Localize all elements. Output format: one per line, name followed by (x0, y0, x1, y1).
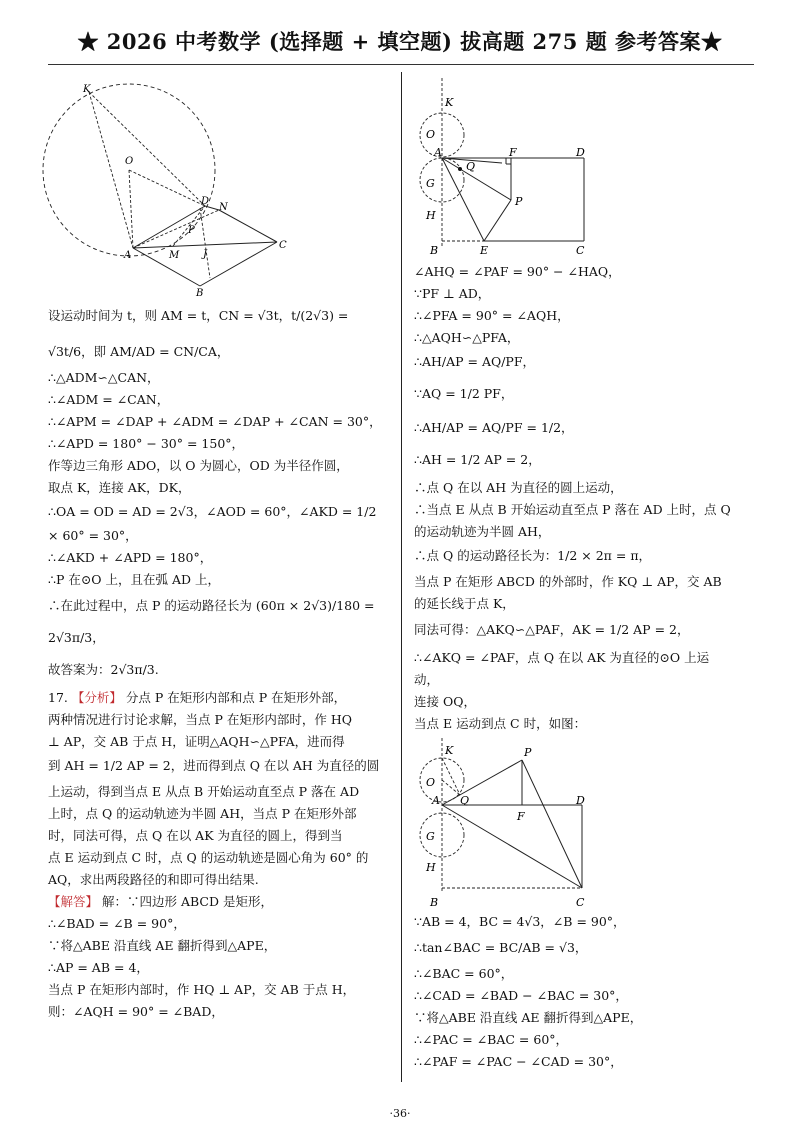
left-line-16: 分点 P 在矩形内部和点 P 在矩形外部， (125, 690, 347, 705)
left-line-10: × 60° = 30°， (48, 528, 138, 543)
fig2-label-c: C (576, 244, 585, 257)
solution-heading (48, 894, 273, 910)
header-divider (48, 64, 754, 65)
right-line-2: ∵PF ⊥ AD， (414, 286, 491, 301)
fig2-label-d: D (576, 146, 585, 159)
right-line-17: 动， (414, 672, 440, 687)
left-line-25: 解：∵四边形 ABCD 是矩形， (102, 894, 273, 909)
left-line-23: 点 E 运动到点 C 时，点 Q 的运动轨迹是圆心角为 60° 的 (48, 850, 369, 865)
left-line-21: 上时，点 Q 的运动轨迹为半圆 AH，当点 P 在矩形外部 (48, 806, 357, 821)
fig3-label-g: G (426, 830, 435, 843)
right-line-21: ∴tan∠BAC = BC/AB = √3， (414, 940, 588, 955)
fig2-label-a: A (434, 146, 442, 159)
right-line-4: ∴△AQH∽△PFA， (414, 330, 520, 345)
figure-rectangle-outside (410, 738, 600, 910)
left-line-4: ∴∠ADM = ∠CAN， (48, 392, 170, 407)
fig2-label-b: B (430, 244, 439, 257)
fig1-label-n: N (219, 202, 228, 213)
left-line-9: ∴OA = OD = AD = 2√3，∠AOD = 60°，∠AKD = 1/2 (48, 504, 377, 519)
right-line-19: 当点 E 运动到点 C 时，如图： (414, 716, 587, 731)
fig3-label-p: P (524, 746, 532, 759)
fig3-label-h: H (426, 861, 436, 874)
q17-solution-tag: 【解答】 (48, 894, 99, 909)
q17-number: 17. (48, 690, 68, 705)
left-line-26: ∴∠BAD = ∠B = 90°， (48, 916, 186, 931)
right-line-14: 的延长线于点 K， (414, 596, 515, 611)
right-line-18: 连接 OQ， (414, 694, 476, 709)
fig3-label-q: Q (460, 794, 470, 807)
left-line-7: 作等边三角形 ADO，以 O 为圆心，OD 为半径作圆， (48, 458, 349, 473)
left-line-1: 设运动时间为 t，则 AM = t，CN = √3t，t/(2√3) = (48, 308, 349, 323)
fig2-label-f: F (509, 146, 517, 159)
left-line-3: ∴△ADM∽△CAN， (48, 370, 160, 385)
right-line-9: ∴点 Q 在以 AH 为直径的圆上运动， (414, 480, 623, 495)
fig2-label-p: P (515, 195, 523, 208)
fig2-label-h: H (426, 209, 436, 222)
fig1-label-k: K (83, 84, 91, 95)
fig1-label-o: O (125, 156, 134, 167)
fig1-label-m: M (169, 250, 180, 261)
right-line-10: ∴当点 E 从点 B 开始运动直至点 P 落在 AD 上时，点 Q (414, 502, 731, 517)
left-line-22: 时，同法可得，点 Q 在以 AK 为直径的圆上，得到当 (48, 828, 343, 843)
left-line-15: 故答案为：2√3π/3. (48, 662, 159, 677)
left-line-27: ∵将△ABE 沿直线 AE 翻折得到△APE， (48, 938, 277, 953)
left-line-2: √3t/6，即 AM/AD = CN/CA， (48, 344, 230, 359)
right-line-3: ∴∠PFA = 90° = ∠AQH， (414, 308, 570, 323)
right-line-11: 的运动轨迹为半圆 AH， (414, 524, 551, 539)
right-line-12: ∴点 Q 的运动路径长为：1/2 × 2π = π， (414, 548, 652, 563)
left-line-12: ∴P 在⊙O 上，且在弧 AD 上， (48, 572, 221, 587)
fig2-label-o: O (426, 128, 436, 141)
fig3-label-k: K (445, 744, 454, 757)
figure-rectangle-inside (410, 78, 600, 260)
fig3-label-a: A (432, 794, 440, 807)
right-line-7: ∴AH/AP = AQ/PF = 1/2， (414, 420, 574, 435)
q17-heading (48, 690, 346, 706)
left-line-8: 取点 K，连接 AK，DK， (48, 480, 191, 495)
right-line-6: ∵AQ = 1/2 PF， (414, 386, 514, 401)
left-line-5: ∴∠APM = ∠DAP + ∠ADM = ∠DAP + ∠CAN = 30°， (48, 414, 382, 429)
left-line-17: 两种情况进行讨论求解，当点 P 在矩形内部时，作 HQ (48, 712, 352, 727)
left-line-30: 则：∠AQH = 90° = ∠BAD， (48, 1004, 224, 1019)
figure-circle-diagram (45, 78, 285, 298)
left-line-24: AQ，求出两段路径的和即可得出结果. (48, 872, 259, 887)
q17-analysis-tag: 【分析】 (71, 690, 122, 705)
page-header-title: ★ 2026 中考数学 (选择题 + 填空题) 拔高题 275 题 参考答案★ (77, 29, 723, 54)
left-line-13: ∴在此过程中，点 P 的运动路径长为 (60π × 2√3)/180 = (48, 598, 375, 613)
fig1-label-a: A (124, 250, 132, 261)
right-line-26: ∴∠PAF = ∠PAC − ∠CAD = 30°， (414, 1054, 623, 1069)
right-line-20: ∵AB = 4，BC = 4√3，∠B = 90°， (414, 914, 626, 929)
right-line-25: ∴∠PAC = ∠BAC = 60°， (414, 1032, 569, 1047)
right-line-13: 当点 P 在矩形 ABCD 的外部时，作 KQ ⊥ AP，交 AB (414, 574, 722, 589)
left-line-14: 2√3π/3， (48, 630, 105, 645)
fig3-label-b: B (430, 896, 439, 909)
left-line-29: 当点 P 在矩形内部时，作 HQ ⊥ AP，交 AB 于点 H， (48, 982, 356, 997)
fig1-label-j: J (203, 249, 208, 260)
right-line-22: ∴∠BAC = 60°， (414, 966, 514, 981)
right-line-24: ∵将△ABE 沿直线 AE 翻折得到△APE， (414, 1010, 643, 1025)
fig2-label-g: G (426, 177, 435, 190)
right-line-16: ∴∠AKQ = ∠PAF，点 Q 在以 AK 为直径的⊙O 上运 (414, 650, 710, 665)
fig2-label-q: Q (466, 160, 476, 173)
left-line-18: ⊥ AP，交 AB 于点 H，证明△AQH∽△PFA，进而得 (48, 734, 345, 749)
left-line-20: 上运动，得到当点 E 从点 B 开始运动直至点 P 落在 AD (48, 784, 360, 799)
left-line-28: ∴AP = AB = 4， (48, 960, 149, 975)
left-line-11: ∴∠AKD + ∠APD = 180°， (48, 550, 213, 565)
left-line-19: 到 AH = 1/2 AP = 2，进而得到点 Q 在以 AH 为直径的圆 (48, 758, 380, 773)
fig1-label-c: C (279, 240, 287, 251)
fig3-label-f: F (517, 810, 525, 823)
page-number: ·36· (389, 1107, 411, 1120)
fig1-label-b: B (196, 288, 204, 299)
column-divider (401, 72, 402, 1082)
fig3-label-c: C (576, 896, 585, 909)
right-line-5: ∴AH/AP = AQ/PF， (414, 354, 536, 369)
right-line-1: ∠AHQ = ∠PAF = 90° − ∠HAQ， (414, 264, 621, 279)
fig3-label-d: D (576, 794, 585, 807)
fig1-label-d: D (201, 196, 210, 207)
fig3-label-o: O (426, 776, 436, 789)
right-line-8: ∴AH = 1/2 AP = 2， (414, 452, 541, 467)
fig2-label-e: E (480, 244, 489, 257)
fig1-label-p: P (188, 225, 195, 236)
left-line-6: ∴∠APD = 180° − 30° = 150°， (48, 436, 245, 451)
right-line-23: ∴∠CAD = ∠BAD − ∠BAC = 30°， (414, 988, 628, 1003)
fig2-label-k: K (445, 96, 454, 109)
right-line-15: 同法可得：△AKQ∽△PAF，AK = 1/2 AP = 2， (414, 622, 690, 637)
